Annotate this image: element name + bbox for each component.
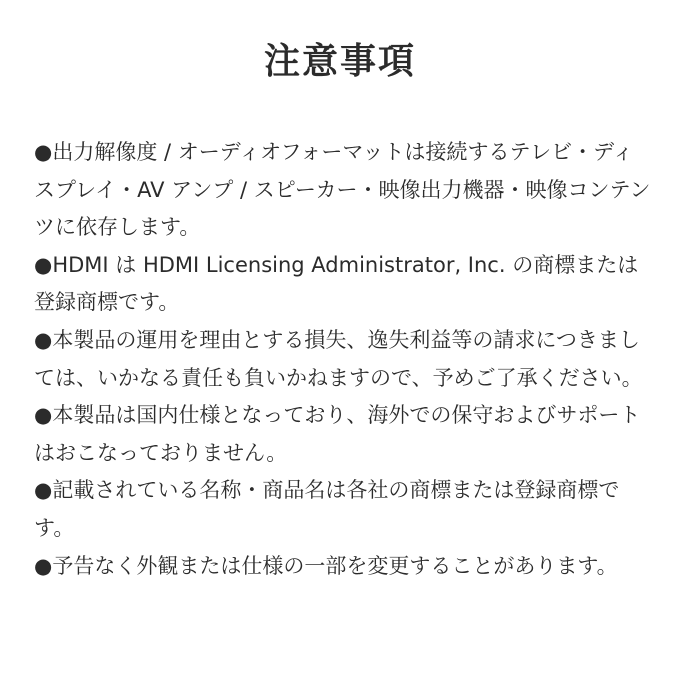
note-item: ●本製品は国内仕様となっており、海外での保守およびサポートはおこなっておりません。 xyxy=(34,403,641,465)
page-title: 注意事項 xyxy=(263,41,416,82)
note-item: ●予告なく外観または仕様の一部を変更することがあります。 xyxy=(34,553,618,578)
note-item: ●本製品の運用を理由とする損失、逸失利益等の請求につきましては、いかなる責任も負いかねますので、予めご了承ください。 xyxy=(34,327,643,390)
note-item: ●出力解像度 / オーディオフォーマットは接続するテレビ・ディスプレイ・AV アンプ / スピーカー・映像出力機器・映像コンテンツに依存します。 xyxy=(34,140,651,240)
notes-list xyxy=(34,134,654,585)
note-item: ●記載されている名称・商品名は各社の商標または登録商標です。 xyxy=(34,478,620,540)
note-item: ●HDMI は HDMI Licensing Administrator, Inc. の商標または登録商標です。 xyxy=(34,252,639,315)
